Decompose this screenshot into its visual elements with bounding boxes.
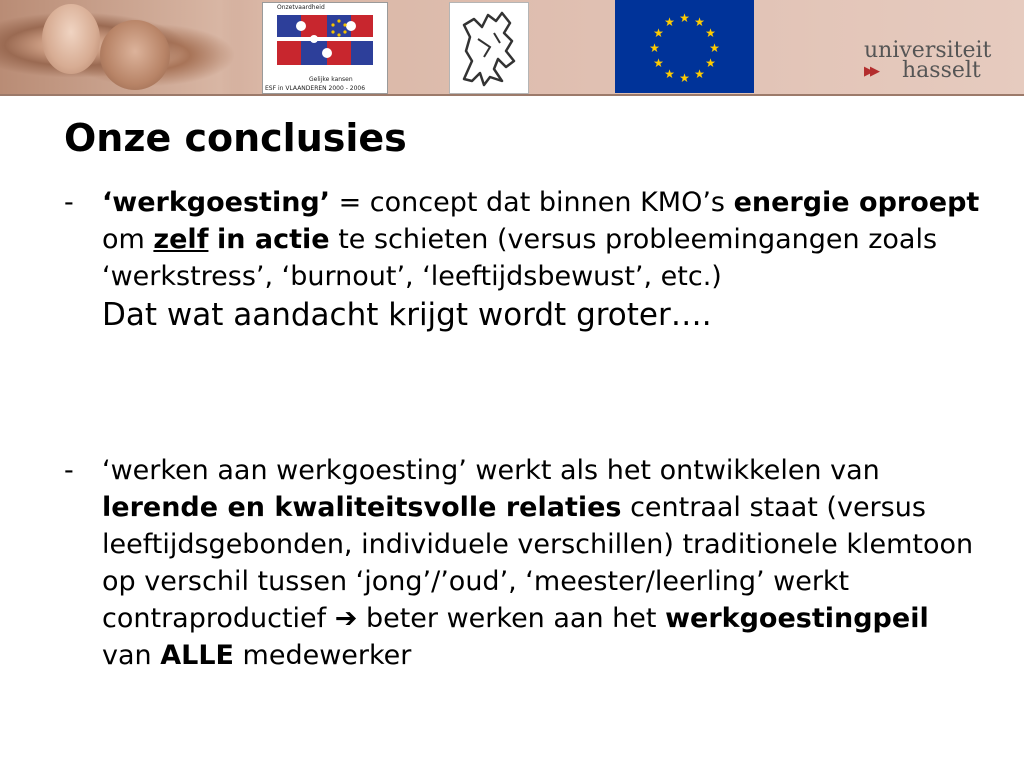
uh-logo-line2: hasselt	[902, 58, 981, 83]
esf-caption-mid: Gelijke kansen	[309, 76, 353, 83]
text-segment: medewerker	[233, 640, 412, 671]
flemish-lion-logo	[449, 2, 529, 94]
header-photo	[0, 0, 240, 94]
bullet-werken-aan-werkgoesting	[64, 452, 984, 674]
text-segment	[208, 224, 217, 255]
eu-flag-logo	[615, 0, 754, 93]
text-segment: ‘werken aan werkgoesting’ werkt als het ontwikkelen van	[102, 455, 880, 486]
svg-text:★: ★	[679, 11, 690, 25]
term-werkgoestingpeil: werkgoestingpeil	[665, 603, 929, 634]
header-banner	[0, 0, 1024, 96]
svg-text:★: ★	[705, 26, 716, 40]
text-segment: centraal staat (versus leeftijdsgebonden, individuele verschillen) traditionele klemtoon op verschil tussen ‘jong’/’oud’, ‘meester/leerling’ werkt contraproductief	[102, 492, 974, 634]
svg-text:★: ★	[653, 26, 664, 40]
text-segment: om	[102, 224, 154, 255]
eu-stars-icon	[615, 0, 754, 93]
uh-logo-line1: universiteit	[864, 38, 992, 63]
svg-text:★: ★	[679, 71, 690, 85]
emphasis-line: Dat wat aandacht krijgt wordt groter….	[102, 297, 712, 333]
universiteit-hasselt-logo	[864, 38, 1014, 88]
term-energie-oproept: energie oproept	[733, 187, 980, 218]
svg-text:★: ★	[653, 56, 664, 70]
text-segment: van	[102, 640, 161, 671]
esf-caption-top: Onzetvaardheid	[277, 4, 325, 11]
svg-text:★: ★	[664, 67, 675, 81]
text-segment: beter werken aan het	[357, 603, 666, 634]
uh-arrows-icon: ▶▶	[864, 64, 876, 79]
bullet-werkgoesting	[64, 184, 984, 335]
photo-face-right	[100, 20, 170, 90]
arrow-right-icon: ➔	[334, 603, 358, 634]
svg-text:★: ★	[709, 41, 720, 55]
term-zelf: zelf	[153, 224, 209, 255]
text-segment: te schieten (versus probleemingangen zoals ‘werkstress’, ‘burnout’, ‘leeftijdsbewust’, etc.)	[102, 224, 938, 292]
svg-text:★: ★	[705, 56, 716, 70]
slide-title: Onze conclusies	[64, 116, 407, 160]
svg-text:★: ★	[664, 15, 675, 29]
term-alle: ALLE	[160, 640, 234, 671]
term-in-actie: in actie	[217, 224, 330, 255]
bullet-text	[102, 184, 984, 335]
photo-face-left	[42, 4, 100, 74]
esf-caption-bottom: ESF in VLAANDEREN 2000 - 2006	[265, 85, 366, 92]
lion-icon	[450, 3, 528, 93]
term-werkgoesting: ‘werkgoesting’	[102, 187, 331, 218]
svg-text:★: ★	[694, 15, 705, 29]
svg-text:★: ★	[694, 67, 705, 81]
svg-text:★: ★	[649, 41, 660, 55]
bullet-text	[102, 452, 984, 674]
term-lerende-relaties: lerende en kwaliteitsvolle relaties	[102, 492, 622, 523]
esf-logo	[262, 2, 388, 94]
text-segment: = concept dat binnen KMO’s	[330, 187, 734, 218]
bullet-dash: -	[64, 455, 74, 486]
bullet-dash: -	[64, 187, 74, 218]
